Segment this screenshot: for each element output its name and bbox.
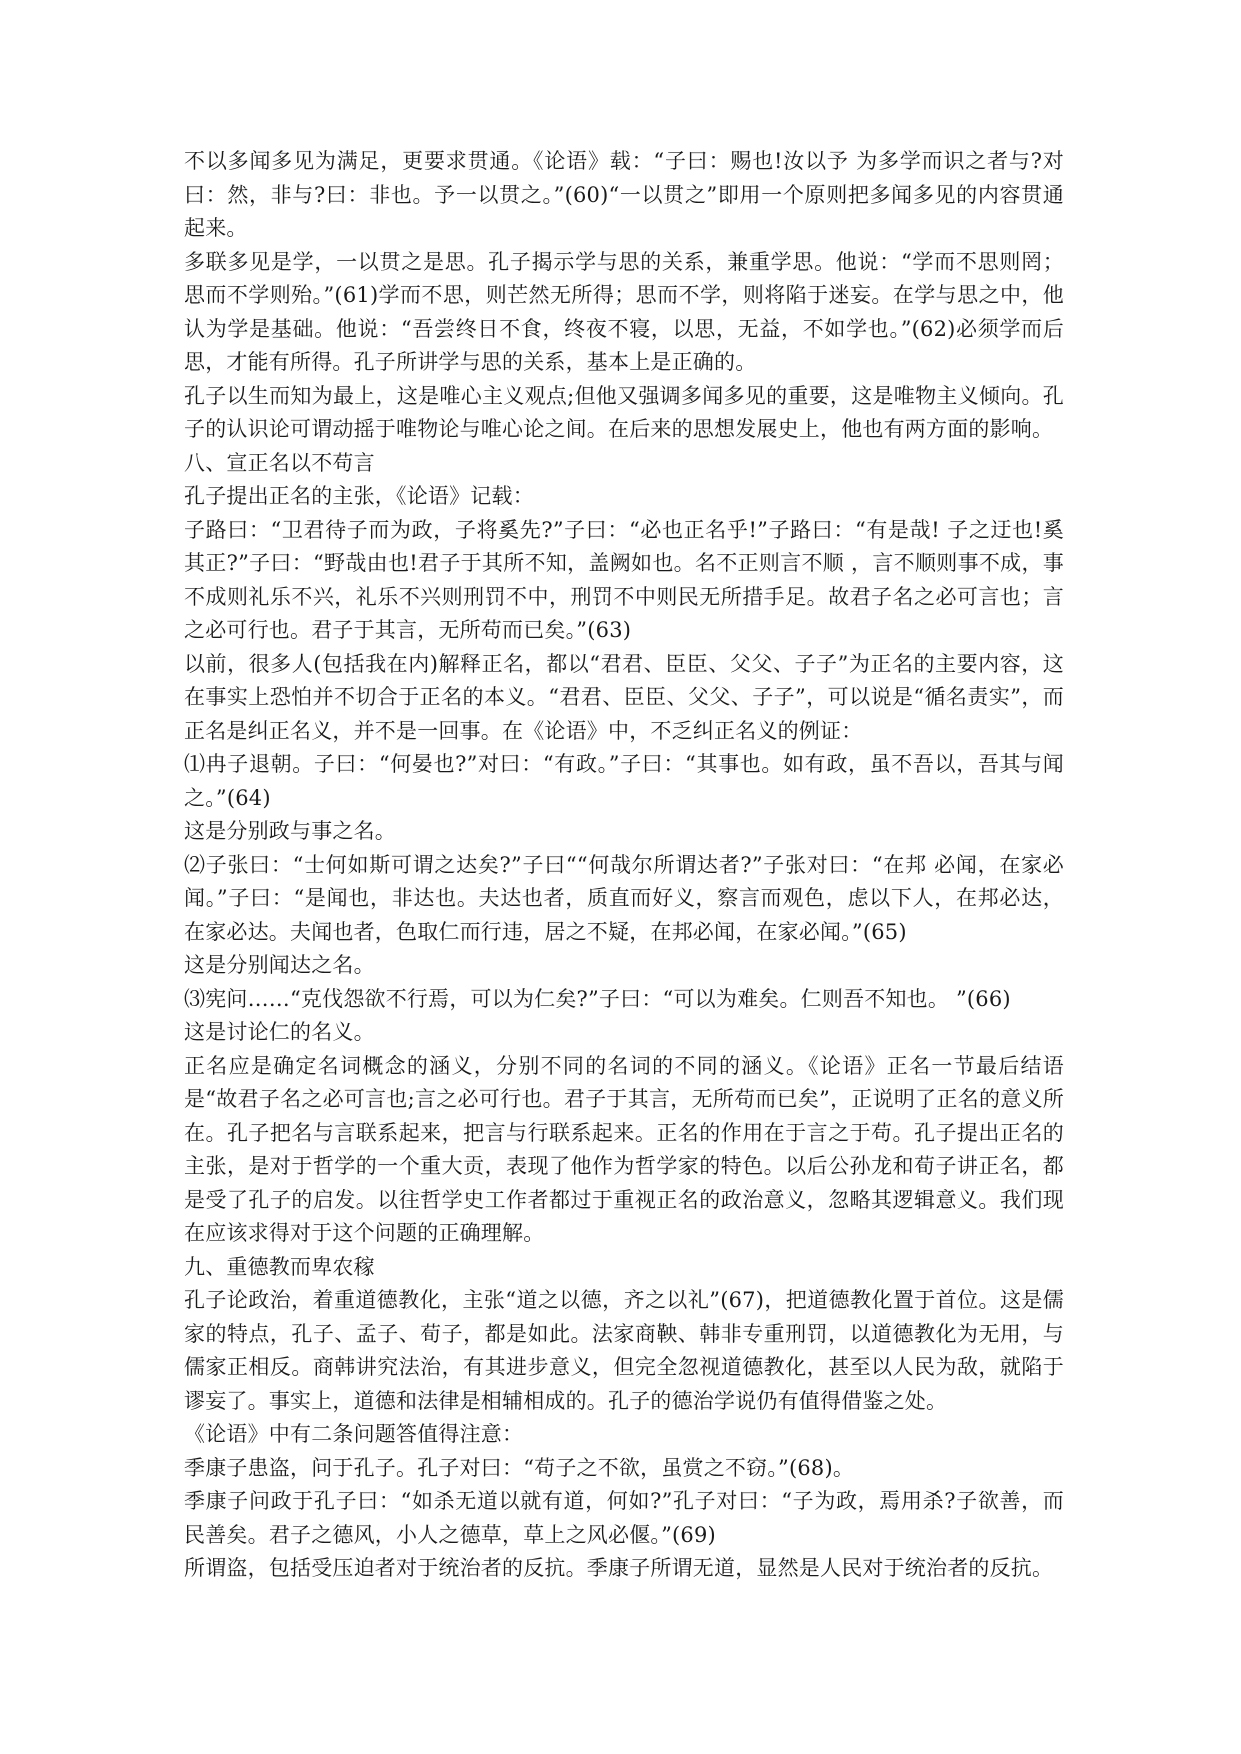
quote-paragraph: 季康子患盗，问于孔子。孔子对曰：“苟子之不欲，虽赏之不窃。”(68)。 [184,1455,855,1480]
quote-paragraph: 子路曰：“卫君待子而为政，子将奚先?”子曰：“必也正名乎!”子路曰：“有是哉! 子之迂也!奚其正?”子曰：“野哉由也!君子于其所不知，盖阙如也。名不正则言不顺 ，言不顺则事不成，事不成则礼乐不兴，礼乐不兴则刑罚不中，刑罚不中则民无所措手足。故君子名之必可言也；言之必可行也。君子于其言，无所苟而已矣。”(63) [184,517,1064,642]
quote-paragraph: 季康子问政于孔子曰：“如杀无道以就有道，何如?”孔子对曰：“子为政，焉用杀?子欲善，而民善矣。君子之德风，小人之德草，草上之风必偃。”(69) [184,1489,1064,1547]
paragraph: 这是分别闻达之名。 [184,953,375,977]
example-item: ⑴冉子退朝。子曰：“何晏也?”对曰：“有政。”子曰：“其事也。如有政，虽不吾以，吾其与闻之。”(64) [184,752,1064,810]
section-heading: 八、宣正名以不苟言 [184,450,375,475]
paragraph: 孔子提出正名的主张，《论语》记载： [184,484,534,508]
example-item: ⑶宪问……“克伐怨欲不行焉，可以为仁矣?”子曰：“可以为难矣。仁则吾不知也。 ”(66) [184,986,1011,1011]
paragraph: 这是分别政与事之名。 [184,819,396,843]
paragraph: 孔子以生而知为最上，这是唯心主义观点;但他又强调多闻多见的重要，这是唯物主义倾向。孔子的认识论可谓动摇于唯物论与唯心论之间。在后来的思想发展史上，他也有两方面的影响。 [184,383,1064,441]
paragraph: 《论语》中有二条问题答值得注意： [184,1422,524,1446]
paragraph: 所谓盗，包括受压迫者对于统治者的反抗。季康子所谓无道，显然是人民对于统治者的反抗。 [184,1556,1054,1580]
paragraph: 以前，很多人(包括我在内)解释正名，都以“君君、臣臣、父父、子子”为正名的主要内容，这在事实上恐怕并不切合于正名的本义。“君君、臣臣、父父、子子”，可以说是“循名责实”，而正名是纠正名义，并不是一回事。在《论语》中，不乏纠正名义的例证： [184,651,1064,743]
paragraph: 孔子论政治，着重道德教化，主张“道之以德，齐之以礼”(67)，把道德教化置于首位。这是儒家的特点，孔子、孟子、荀子，都是如此。法家商鞅、韩非专重刑罚，以道德教化为无用，与儒家正相反。商韩讲究法治，有其进步意义，但完全忽视道德教化，甚至以人民为敌，就陷于谬妄了。事实上，道德和法律是相辅相成的。孔子的德治学说仍有值得借鉴之处。 [184,1288,1064,1413]
paragraph: 这是讨论仁的名义。 [184,1020,375,1044]
paragraph: 不以多闻多见为满足，更要求贯通。《论语》载：“子曰：赐也!汝以予 为多学而识之者与?对曰：然，非与?曰：非也。予一以贯之。”(60)“一以贯之”即用一个原则把多闻多见的内容贯通起来。 [184,149,1064,240]
example-item: ⑵子张曰：“士何如斯可谓之达矣?”子曰““何哉尔所谓达者?”子张对曰：“在邦 必闻，在家必闻。”子曰：“是闻也，非达也。夫达也者，质直而好义，察言而观色，虑以下人，在邦必达，在家必达。夫闻也者，色取仁而行违，居之不疑，在邦必闻，在家必闻。”(65) [184,852,1064,944]
section-heading: 九、重德教而卑农稼 [184,1254,375,1279]
document-page [184,145,1064,1586]
paragraph: 多联多见是学，一以贯之是思。孔子揭示学与思的关系，兼重学思。他说：“学而不思则罔；思而不学则殆。”(61)学而不思，则芒然无所得；思而不学，则将陷于迷妄。在学与思之中，他认为学是基础。他说：“吾尝终日不食，终夜不寝，以思，无益，不如学也。”(62)必须学而后思，才能有所得。孔子所讲学与思的关系，基本上是正确的。 [184,249,1064,374]
paragraph: 正名应是确定名词概念的涵义，分别不同的名词的不同的涵义。《论语》正名一节最后结语是“故君子名之必可言也;言之必可行也。君子于其言，无所苟而已矣”，正说明了正名的意义所在。孔子把名与言联系起来，把言与行联系起来。正名的作用在于言之于苟。孔子提出正名的主张，是对于哲学的一个重大贡，表现了他作为哲学家的特色。以后公孙龙和荀子讲正名，都是受了孔子的启发。以往哲学史工作者都过于重视正名的政治意义，忽略其逻辑意义。我们现在应该求得对于这个问题的正确理解。 [184,1053,1064,1245]
